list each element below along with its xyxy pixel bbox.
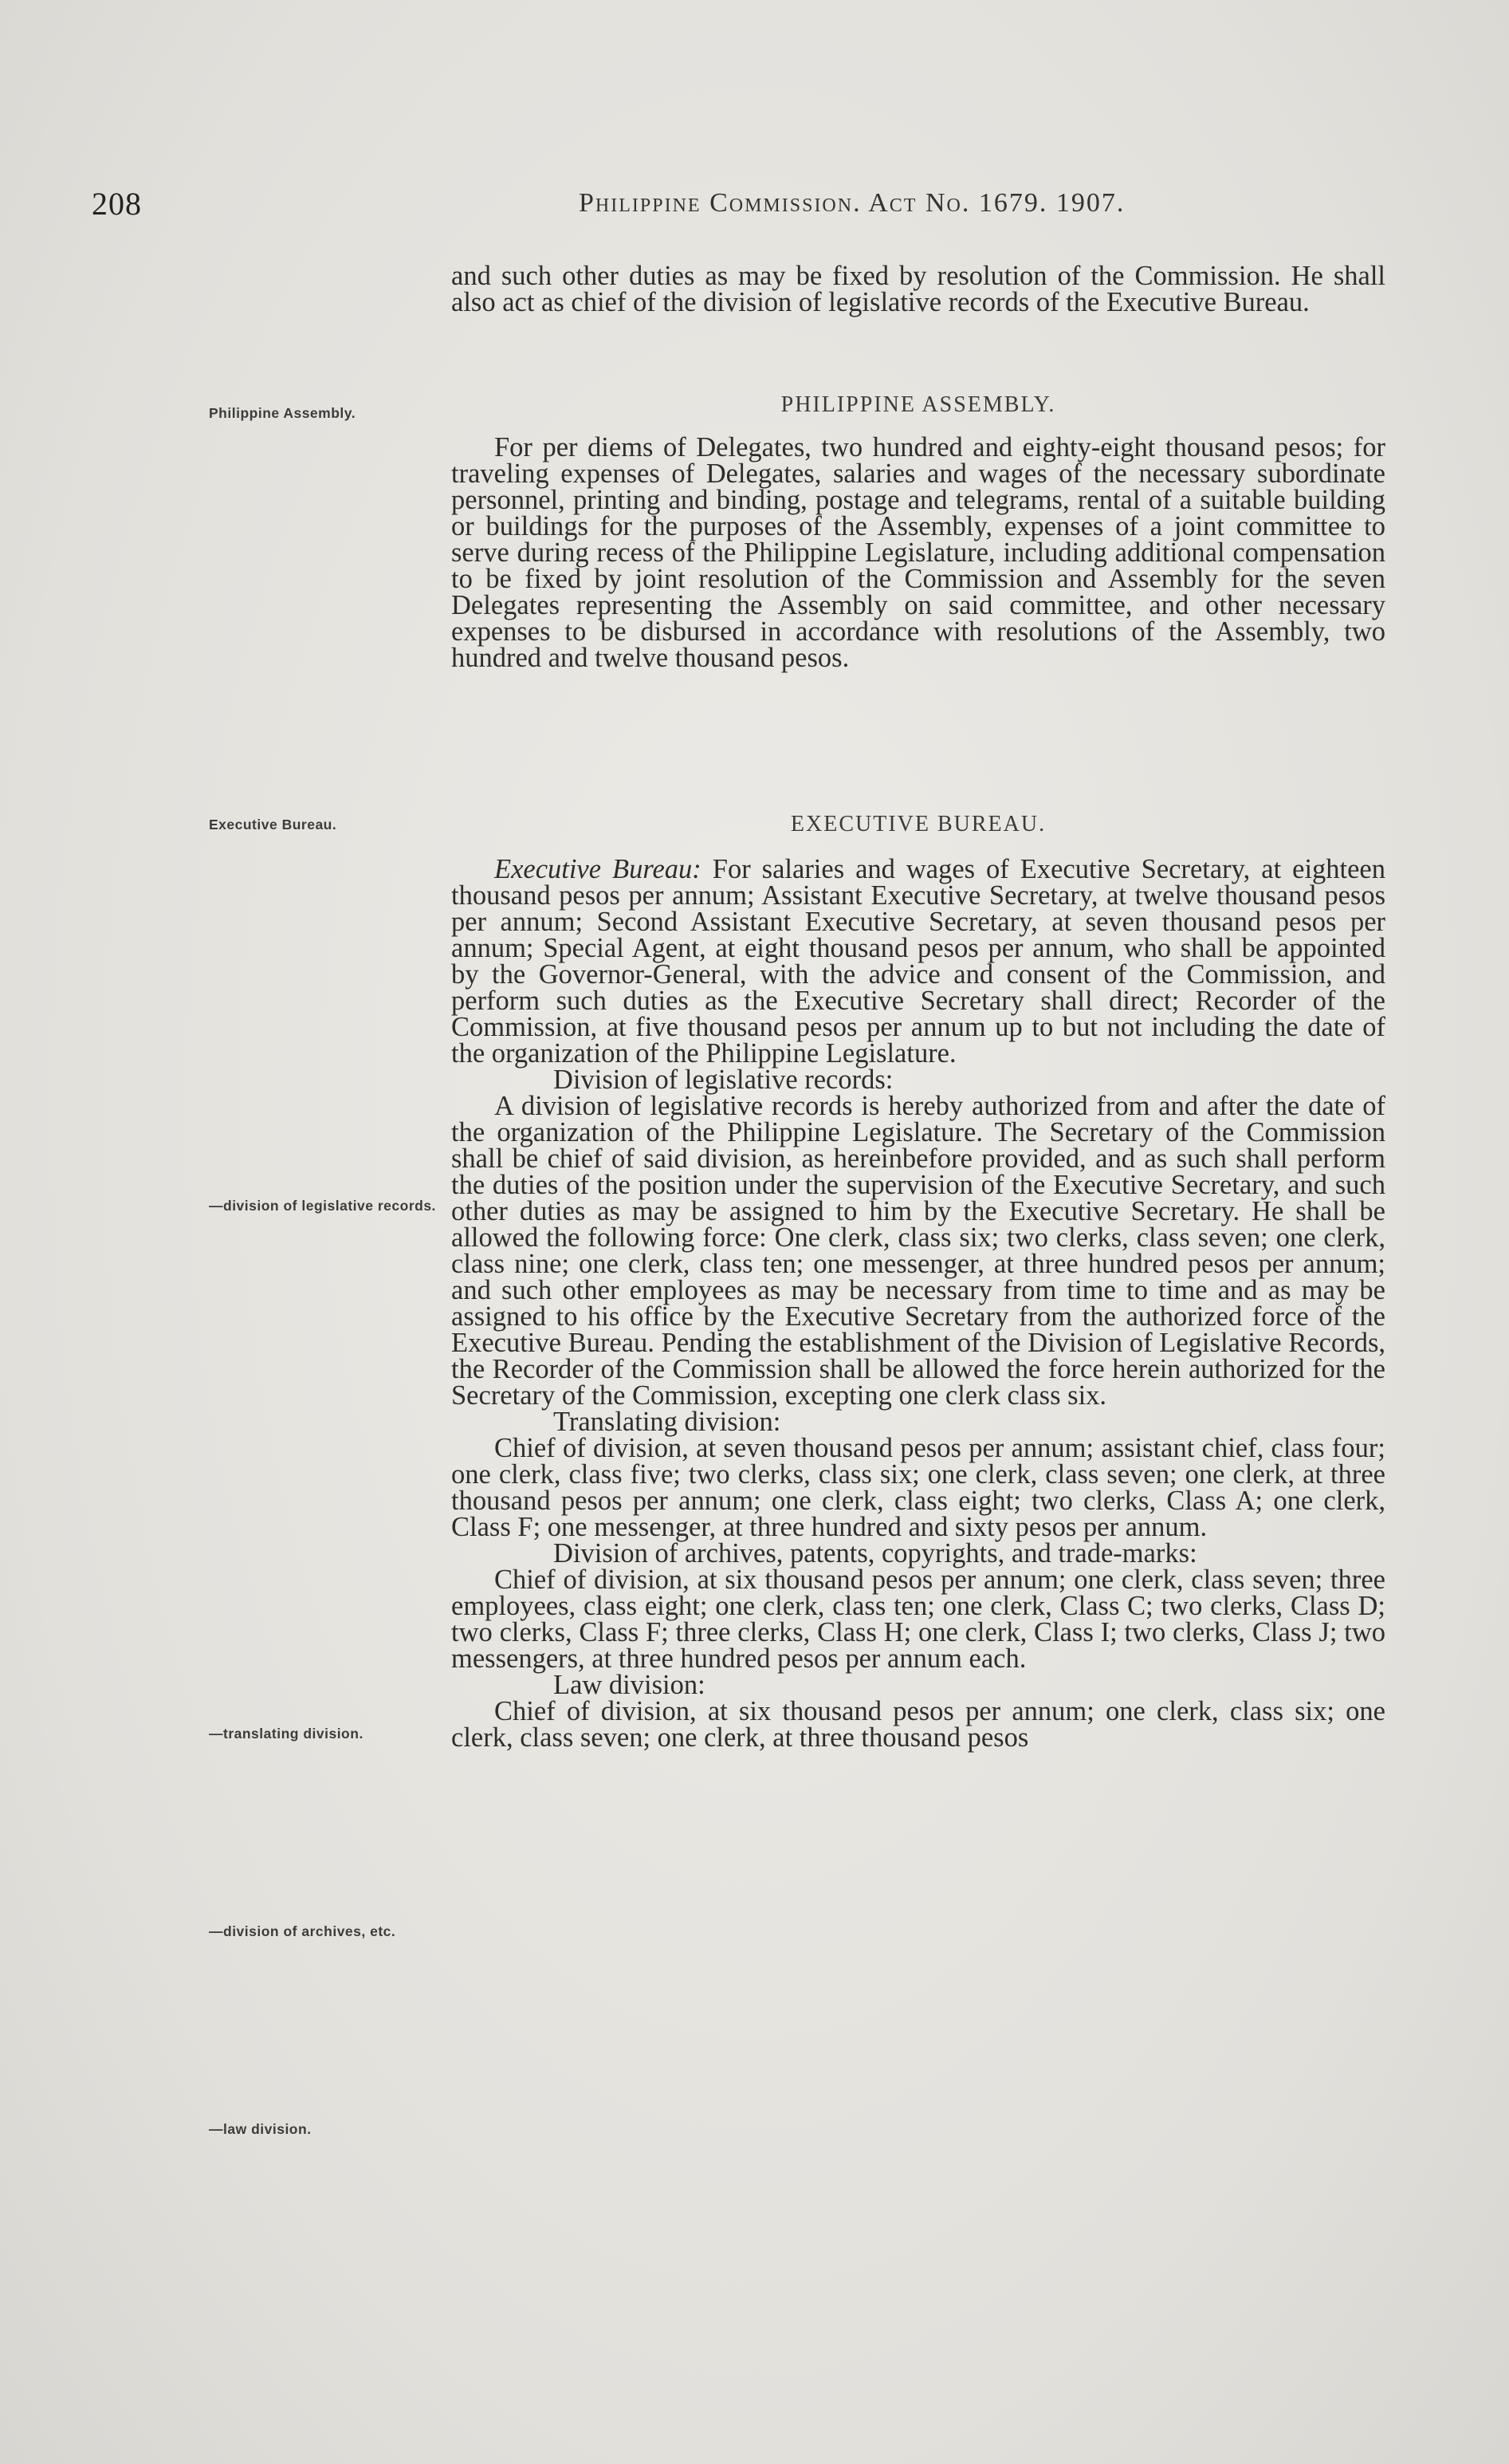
sidenote-executive-bureau: Executive Bureau.	[209, 817, 337, 832]
legislative-paragraph: A division of legislative records is hereby authorized from and after the date of the organization of the Philippine Legislature. The Secretary of the Commission shall be chief of said division, as hereinbefore provided, and as such shall perform the duties of the position under the supervision of the Executive Secretary, and such other duties as may be assigned to him by the Executive Secretary. He shall be allowed the following force: One clerk, class six; two clerks, class seven; one clerk, class nine; one clerk, class ten; one messenger, at three hundred pesos per annum; and such other employees as may be necessary from time to time and as may be assigned to his office by the Executive Secretary from the authorized force of the Executive Bureau. Pending the establishment of the Division of Legislative Records, the Recorder of the Commission shall be allowed the force herein authorized for the Secretary of the Commission, excepting one clerk class six.	[451, 1091, 1385, 1411]
sidenote-legislative-records: —division of legislative records.	[209, 1198, 436, 1214]
executive-block	[451, 856, 1385, 1751]
executive-paragraph-text: For salaries and wages of Executive Secretary, at eighteen thousand pesos per annum; Assistant Executive Secretary, at twelve thousand pesos per annum; Second Assistant Executive Secretary, at seven thousand pesos per annum; Special Agent, at eight thousand pesos per annum, who shall be appointed by the Governor-General, with the advice and consent of the Commission, and perform such duties as the Executive Secretary shall direct; Recorder of the Commission, at five thousand pesos per annum up to but not including the date of the organization of the Philippine Legislature.	[451, 854, 1385, 1069]
page-number: 208	[92, 186, 142, 222]
assembly-block	[451, 432, 1385, 673]
sidenote-translating-division: —translating division.	[209, 1726, 363, 1742]
law-subhead: Law division:	[553, 1670, 705, 1700]
intro-paragraph: and such other duties as may be fixed by resolution of the Commission. He shall also act as chief of the division of legislative records of the Executive Bureau.	[451, 261, 1385, 317]
sidenote-philippine-assembly: Philippine Assembly.	[209, 405, 356, 421]
archives-subhead: Division of archives, patents, copyrights, and trade-marks:	[553, 1538, 1197, 1569]
executive-paragraph	[451, 856, 1385, 1067]
sidenote-law-division: —law division.	[209, 2121, 312, 2137]
running-head: Philippine Commission. Act No. 1679. 1907.	[579, 188, 1126, 218]
archives-paragraph: Chief of division, at six thousand pesos per annum; one clerk, class seven; three employees, class eight; one clerk, class ten; one clerk, Class C; two clerks, Class D; two clerks, Class F; three clerks, Class H; one clerk, Class I; two clerks, Class J; two messengers, at three hundred pesos per annum each.	[451, 1565, 1385, 1674]
section-heading-executive-bureau: EXECUTIVE BUREAU.	[790, 812, 1047, 836]
legislative-subhead: Division of legislative records:	[553, 1065, 894, 1095]
translating-paragraph: Chief of division, at seven thousand pesos per annum; assistant chief, class four; one clerk, class five; two clerks, class six; one clerk, class seven; one clerk, at three thousand pesos per annum; one clerk, class eight; two clerks, Class A; one clerk, Class F; one messenger, at three hundred and sixty pesos per annum.	[451, 1433, 1385, 1542]
translating-subhead: Translating division:	[553, 1407, 781, 1437]
sidenote-archives-division: —division of archives, etc.	[209, 1923, 396, 1939]
executive-lead: Executive Bureau:	[494, 854, 701, 884]
intro-block	[451, 263, 1385, 316]
section-heading-philippine-assembly: PHILIPPINE ASSEMBLY.	[780, 392, 1056, 417]
law-paragraph: Chief of division, at six thousand pesos per annum; one clerk, class six; one clerk, class seven; one clerk, at three thousand pesos	[451, 1696, 1385, 1753]
assembly-paragraph: For per diems of Delegates, two hundred and eighty-eight thousand pesos; for traveling expenses of Delegates, salaries and wages of the necessary subordinate personnel, printing and binding, postage and telegrams, rental of a suitable building or buildings for the purposes of the Assembly, expenses of a joint committee to serve during recess of the Philippine Legislature, including additional compensation to be fixed by joint resolution of the Commission and Assembly for the seven Delegates representing the Assembly on said committee, and other necessary expenses to be disbursed in accordance with resolutions of the Assembly, two hundred and twelve thousand pesos.	[451, 432, 1385, 673]
